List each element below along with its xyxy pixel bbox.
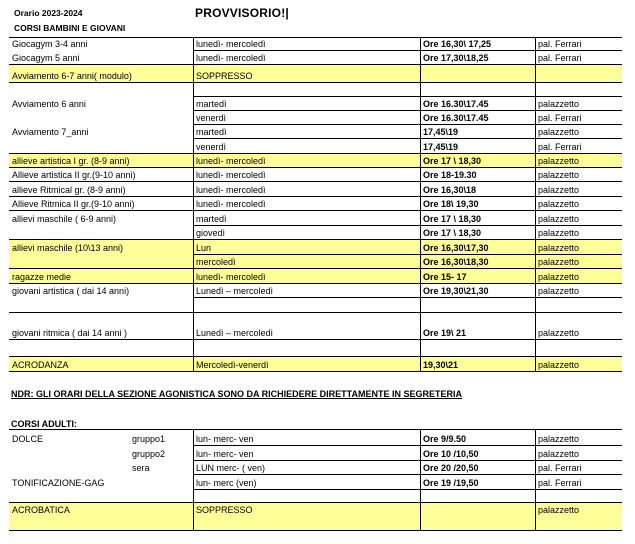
table-row-divider <box>9 339 622 340</box>
table-row-divider <box>9 283 622 284</box>
course-place: palazzetto <box>538 505 580 515</box>
course-time: Ore 19\ 21 <box>423 328 467 338</box>
schedule-row <box>9 297 622 312</box>
course-days: Mercoledì-venerdì <box>196 360 269 370</box>
course-time: Ore 17 \ 18,30 <box>423 156 482 166</box>
table-row-divider <box>9 37 622 38</box>
course-name: ACRODANZA <box>12 360 69 370</box>
table-row-divider <box>193 50 622 51</box>
schedule-row <box>9 37 622 50</box>
course-place: pal. Ferrari <box>538 478 582 488</box>
course-time: Ore 9/9.50 <box>423 434 467 444</box>
course-time <box>420 64 535 82</box>
course-days <box>193 489 420 502</box>
schedule-row <box>9 283 622 297</box>
course-time: Ore 19 /19,50 <box>423 478 479 488</box>
course-days: Lunedì – mercoledì <box>196 328 274 338</box>
course-name: Avviamento 6 anni <box>12 99 86 109</box>
course-place: palazzetto <box>538 185 580 195</box>
course-time: Ore 16.30\17.45 <box>423 113 489 123</box>
course-days: Lun <box>196 243 212 253</box>
course-name: Giocagym 5 anni <box>12 53 80 63</box>
schedule-row <box>9 181 622 196</box>
course-days: lunedì- mercoledì <box>196 156 266 166</box>
course-name: Avviamento 7_anni <box>12 127 89 137</box>
course-time: Ore 18-19.30 <box>423 170 477 180</box>
course-days: Lunedì – mercoledì <box>196 286 274 296</box>
course-place <box>535 339 622 356</box>
course-days: martedì <box>196 127 227 137</box>
schedule-row <box>9 196 622 210</box>
schedule-row <box>9 254 622 268</box>
course-place: palazzetto <box>538 360 580 370</box>
course-days: martedì <box>196 99 227 109</box>
schedule-row <box>9 110 622 124</box>
course-days: lun- merc- ven <box>196 449 254 459</box>
table-row-divider <box>9 356 622 357</box>
schedule-year: Orario 2023-2024 <box>14 8 83 18</box>
course-name <box>9 489 129 502</box>
schedule-row <box>9 138 622 153</box>
course-time: Ore 10 /10,50 <box>423 449 479 459</box>
course-name <box>9 445 129 460</box>
table-column-divider <box>193 37 194 371</box>
table-row-divider <box>193 489 622 490</box>
course-place: palazzetto <box>538 449 580 459</box>
course-place: palazzetto <box>538 99 580 109</box>
section-title-adults: CORSI ADULTI: <box>11 419 77 429</box>
course-name: Giocagym 3-4 anni <box>12 39 88 49</box>
table-row-divider <box>193 225 622 226</box>
course-days: mercoledì <box>196 257 236 267</box>
course-days <box>193 339 420 356</box>
course-place <box>535 297 622 312</box>
course-time: Ore 17 \ 18,30 <box>423 214 482 224</box>
table-row-divider <box>9 371 622 372</box>
course-name: giovani ritmica ( dai 14 anni ) <box>12 328 128 338</box>
course-place <box>535 64 622 82</box>
course-place: pal. Ferrari <box>538 113 582 123</box>
adult-schedule-row <box>9 460 622 474</box>
adult-schedule-row <box>9 445 622 460</box>
course-time: Ore 16,30\18,30 <box>423 257 489 267</box>
table-row-divider <box>9 530 622 531</box>
course-days: lunedì- mercoledì <box>196 272 266 282</box>
schedule-row <box>9 50 622 64</box>
course-days <box>193 297 420 312</box>
course-place: palazzetto <box>538 127 580 137</box>
course-days: lunedì- mercoledì <box>196 39 266 49</box>
course-days: lunedì- mercoledì <box>196 185 266 195</box>
course-place: palazzetto <box>538 243 580 253</box>
course-place: palazzetto <box>538 434 580 444</box>
table-row-divider <box>9 239 622 240</box>
course-group <box>129 489 193 502</box>
table-row-divider <box>193 460 622 461</box>
course-days: LUN merc- ( ven) <box>196 463 266 473</box>
course-name: ragazze medie <box>12 272 72 282</box>
course-time: 17,45\19 <box>423 127 459 137</box>
course-time <box>420 297 535 312</box>
course-name: Allieve artistica II gr.(9-10 anni) <box>12 170 136 180</box>
course-days <box>193 82 420 96</box>
course-name: allievi maschile (10\13 anni) <box>12 243 124 253</box>
course-place <box>535 82 622 96</box>
course-days: lunedì- mercoledì <box>196 53 266 63</box>
course-days: lun- merc (ven) <box>196 478 257 488</box>
schedule-row <box>9 210 622 225</box>
course-name <box>9 110 193 124</box>
course-name: Allieve Ritmica II gr.(9-10 anni) <box>12 199 135 209</box>
table-row-divider <box>9 502 622 503</box>
table-row-divider <box>193 96 622 97</box>
table-row-divider <box>193 445 622 446</box>
course-name <box>9 460 129 474</box>
table-row-divider <box>193 297 622 298</box>
course-time: Ore 16,30\18 <box>423 185 477 195</box>
course-time: Ore 18\ 19,30 <box>423 199 479 209</box>
course-name <box>9 297 193 312</box>
table-row-divider <box>9 181 622 182</box>
course-group: sera <box>132 463 150 473</box>
course-days: martedì <box>196 214 227 224</box>
course-time: 19,30\21 <box>423 360 459 370</box>
table-row-divider <box>193 474 622 475</box>
course-time <box>420 82 535 96</box>
course-time <box>420 489 535 502</box>
course-name: ACROBATICA <box>12 505 70 515</box>
course-group <box>129 502 193 530</box>
table-row-divider <box>9 153 622 154</box>
course-time <box>420 339 535 356</box>
course-name <box>9 339 193 356</box>
table-row-divider <box>9 167 622 168</box>
adult-schedule-row <box>9 489 622 502</box>
schedule-row <box>9 312 622 339</box>
course-days: venerdì <box>196 142 227 152</box>
table-row-divider <box>9 64 622 65</box>
course-place <box>535 489 622 502</box>
schedule-row <box>9 356 622 371</box>
course-name: giovani artistica ( dai 14 anni) <box>12 286 130 296</box>
schedule-row <box>9 96 622 110</box>
course-place: palazzetto <box>538 286 580 296</box>
course-time <box>420 502 535 530</box>
course-group: gruppo1 <box>132 434 166 444</box>
course-name: allieve Ritmical gr. (8-9 anni) <box>12 185 126 195</box>
course-time: Ore 19,30\21,30 <box>423 286 489 296</box>
course-days: lunedì- mercoledì <box>196 170 266 180</box>
course-place: palazzetto <box>538 272 580 282</box>
schedule-row <box>9 82 622 96</box>
course-name: allievi maschile ( 6-9 anni) <box>12 214 117 224</box>
course-days: lun- merc- ven <box>196 434 254 444</box>
course-name <box>9 138 193 153</box>
course-days: venerdì <box>196 113 227 123</box>
course-place: palazzetto <box>538 228 580 238</box>
provisional-title: PROVVISORIO!| <box>195 6 289 20</box>
course-time: Ore 17,30\18,25 <box>423 53 489 63</box>
course-name <box>9 254 193 268</box>
course-name <box>9 82 193 96</box>
course-time: Ore 20 /20,50 <box>423 463 479 473</box>
course-days: giovedì <box>196 228 226 238</box>
course-time: Ore 16,30\ 17,25 <box>423 39 492 49</box>
course-name: TONIFICAZIONE-GAG <box>12 478 105 488</box>
table-row-divider <box>193 110 622 111</box>
course-place: pal. Ferrari <box>538 53 582 63</box>
table-row-divider <box>193 138 622 139</box>
table-column-divider <box>535 37 536 371</box>
table-row-divider <box>9 196 622 197</box>
schedule-row <box>9 225 622 239</box>
course-place: palazzetto <box>538 199 580 209</box>
table-row-divider <box>9 429 622 430</box>
schedule-row <box>9 339 622 356</box>
course-time: 17,45\19 <box>423 142 459 152</box>
course-group <box>129 474 193 489</box>
schedule-row <box>9 239 622 254</box>
course-name: Avviamento 6-7 anni( modulo) <box>12 71 132 81</box>
table-row-divider <box>9 268 622 269</box>
table-row-divider <box>193 124 622 125</box>
section-title-children: CORSI BAMBINI E GIOVANI <box>14 23 126 33</box>
schedule-row <box>9 167 622 181</box>
table-row-divider <box>9 82 622 83</box>
course-place: palazzetto <box>538 170 580 180</box>
course-place: palazzetto <box>538 328 580 338</box>
course-time: Ore 16,30\17,30 <box>423 243 489 253</box>
course-name: DOLCE <box>12 434 44 444</box>
course-days: SOPPRESSO <box>196 505 253 515</box>
course-place: pal. Ferrari <box>538 142 582 152</box>
adult-schedule-row <box>9 502 622 530</box>
course-time: Ore 16.30\17.45 <box>423 99 489 109</box>
agonistic-note: NDR: GLI ORARI DELLA SEZIONE AGONISTICA SONO DA RICHIEDERE DIRETTAMENTE IN SEGRETERIA <box>11 389 463 399</box>
adult-schedule-row <box>9 430 622 445</box>
course-group: gruppo2 <box>132 449 166 459</box>
course-time: Ore 17 \ 18,30 <box>423 228 482 238</box>
adult-schedule-row <box>9 474 622 489</box>
table-row-divider <box>9 312 622 313</box>
table-column-divider <box>420 37 421 371</box>
course-days: lunedì- mercoledì <box>196 199 266 209</box>
course-name: allieve artistica I gr. (8-9 anni) <box>12 156 130 166</box>
course-place: palazzetto <box>538 156 580 166</box>
table-row-divider <box>9 210 622 211</box>
course-time: Ore 15- 17 <box>423 272 467 282</box>
course-name <box>9 225 193 239</box>
course-days: SOPPRESSO <box>196 71 253 81</box>
course-place: pal. Ferrari <box>538 39 582 49</box>
course-place: pal. Ferrari <box>538 463 582 473</box>
course-place: palazzetto <box>538 257 580 267</box>
schedule-row <box>9 153 622 167</box>
schedule-row <box>9 64 622 82</box>
table-row-divider <box>193 254 622 255</box>
schedule-row <box>9 268 622 283</box>
course-place: palazzetto <box>538 214 580 224</box>
schedule-row <box>9 124 622 138</box>
